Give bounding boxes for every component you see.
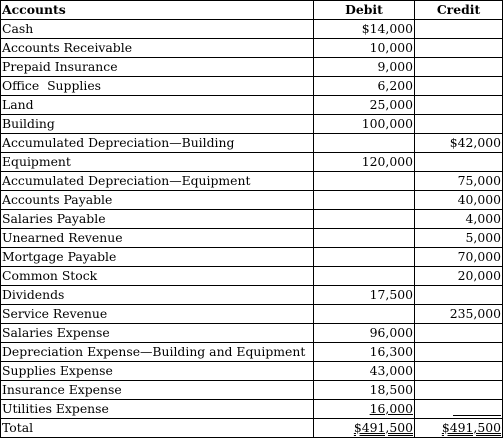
table-row	[1, 248, 503, 267]
account-name-cell: Accounts Receivable	[1, 39, 314, 58]
total-row	[1, 419, 503, 438]
account-name-cell: Supplies Expense	[1, 362, 314, 381]
underline-rule	[453, 403, 501, 416]
account-name-cell: Mortgage Payable	[1, 248, 314, 267]
table-row	[1, 362, 503, 381]
account-name-cell: Accumulated Depreciation—Building	[1, 134, 314, 153]
credit-cell	[415, 324, 503, 343]
credit-cell	[415, 77, 503, 96]
account-name-cell: Common Stock	[1, 267, 314, 286]
table-row	[1, 58, 503, 77]
credit-cell	[415, 115, 503, 134]
table-row	[1, 286, 503, 305]
debit-cell: 43,000	[314, 362, 415, 381]
credit-cell: 4,000	[415, 210, 503, 229]
account-name-cell: Cash	[1, 20, 314, 39]
accounts-column-header: Accounts	[1, 1, 314, 20]
table-row	[1, 153, 503, 172]
total-debit-amount: $491,500	[353, 420, 413, 435]
account-name-cell: Insurance Expense	[1, 381, 314, 400]
header-row	[1, 1, 503, 20]
account-name-cell: Salaries Payable	[1, 210, 314, 229]
underlined-amount: 16,000	[369, 401, 413, 416]
table-row	[1, 20, 503, 39]
account-name-cell: Accumulated Depreciation—Equipment	[1, 172, 314, 191]
debit-cell	[314, 191, 415, 210]
debit-cell	[314, 305, 415, 324]
credit-cell: 5,000	[415, 229, 503, 248]
debit-cell: 96,000	[314, 324, 415, 343]
credit-cell	[415, 362, 503, 381]
account-name-cell: Accounts Payable	[1, 191, 314, 210]
credit-cell: $42,000	[415, 134, 503, 153]
account-name-cell: Unearned Revenue	[1, 229, 314, 248]
credit-cell	[415, 20, 503, 39]
credit-cell	[415, 286, 503, 305]
account-name-cell: Service Revenue	[1, 305, 314, 324]
debit-cell: 120,000	[314, 153, 415, 172]
credit-cell	[415, 381, 503, 400]
account-name-cell: Office Supplies	[1, 77, 314, 96]
table-row	[1, 96, 503, 115]
total-credit-amount: $491,500	[441, 420, 501, 435]
total-debit-cell	[314, 419, 415, 438]
table-row	[1, 343, 503, 362]
debit-cell: 9,000	[314, 58, 415, 77]
debit-cell: 16,300	[314, 343, 415, 362]
credit-cell: 75,000	[415, 172, 503, 191]
total-credit-cell	[415, 419, 503, 438]
total-label: Total	[1, 419, 314, 438]
debit-column-header: Debit	[314, 1, 415, 20]
debit-cell: 100,000	[314, 115, 415, 134]
table-row	[1, 400, 503, 419]
credit-cell: 235,000	[415, 305, 503, 324]
table-row	[1, 305, 503, 324]
account-name-cell: Building	[1, 115, 314, 134]
table-row	[1, 77, 503, 96]
debit-cell: 18,500	[314, 381, 415, 400]
table-row	[1, 267, 503, 286]
credit-column-header: Credit	[415, 1, 503, 20]
table-row	[1, 115, 503, 134]
table-row	[1, 229, 503, 248]
credit-cell	[415, 96, 503, 115]
account-name-cell: Equipment	[1, 153, 314, 172]
credit-cell: 70,000	[415, 248, 503, 267]
table-row	[1, 324, 503, 343]
debit-cell	[314, 134, 415, 153]
credit-cell	[415, 39, 503, 58]
debit-cell	[314, 229, 415, 248]
account-name-cell: Salaries Expense	[1, 324, 314, 343]
account-name-cell: Depreciation Expense—Building and Equipment	[1, 343, 314, 362]
account-name-cell: Land	[1, 96, 314, 115]
table-row	[1, 134, 503, 153]
debit-cell	[314, 248, 415, 267]
credit-cell	[415, 58, 503, 77]
debit-cell	[314, 400, 415, 419]
credit-cell: 20,000	[415, 267, 503, 286]
debit-cell: $14,000	[314, 20, 415, 39]
credit-cell: 40,000	[415, 191, 503, 210]
debit-cell	[314, 267, 415, 286]
credit-cell	[415, 400, 503, 419]
table-row	[1, 381, 503, 400]
debit-cell: 17,500	[314, 286, 415, 305]
account-name-cell: Utilities Expense	[1, 400, 314, 419]
debit-cell: 25,000	[314, 96, 415, 115]
table-row	[1, 191, 503, 210]
table-row	[1, 210, 503, 229]
credit-cell	[415, 153, 503, 172]
table-row	[1, 39, 503, 58]
account-name-cell: Dividends	[1, 286, 314, 305]
account-name-cell: Prepaid Insurance	[1, 58, 314, 77]
debit-cell: 6,200	[314, 77, 415, 96]
debit-cell	[314, 210, 415, 229]
credit-cell	[415, 343, 503, 362]
debit-cell	[314, 172, 415, 191]
table-row	[1, 172, 503, 191]
debit-cell: 10,000	[314, 39, 415, 58]
